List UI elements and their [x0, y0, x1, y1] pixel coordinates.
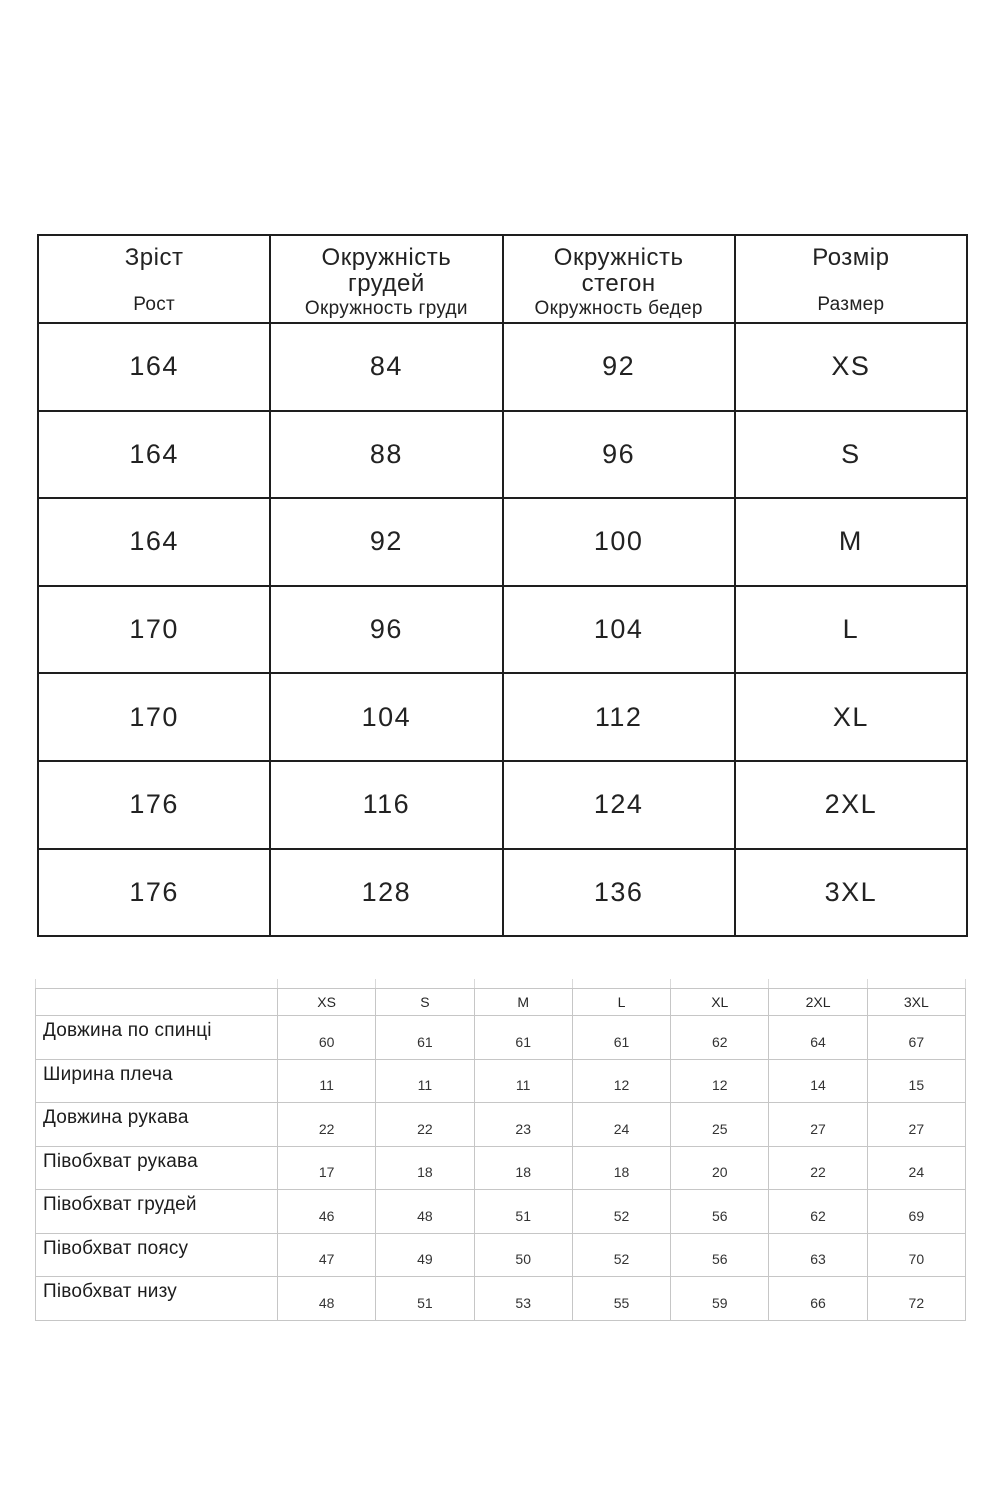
measurement-value: 27: [867, 1103, 965, 1147]
header-chest-wrap: [271, 237, 501, 321]
table-row: [38, 323, 967, 411]
measurement-value: 67: [867, 1016, 965, 1060]
measurement-value: 11: [278, 1059, 376, 1103]
size-column-header: XS: [278, 989, 376, 1016]
chest-cell: 96: [270, 586, 502, 674]
measurement-value: 12: [671, 1059, 769, 1103]
measurement-value: 18: [474, 1146, 572, 1190]
hips-cell: 104: [503, 586, 735, 674]
measurement-value: 25: [671, 1103, 769, 1147]
column-ticks: [35, 979, 966, 988]
measurement-value: 63: [769, 1233, 867, 1277]
header-size-wrap: [736, 237, 966, 321]
measurement-value: 72: [867, 1277, 965, 1321]
measurement-value: 50: [474, 1233, 572, 1277]
table-row: [38, 411, 967, 499]
header-hips-ru: Окружность бедер: [534, 297, 703, 319]
measurement-value: 22: [376, 1103, 474, 1147]
header-hips-wrap: [504, 237, 734, 321]
measurement-value: 69: [867, 1190, 965, 1234]
measurement-value: 64: [769, 1016, 867, 1060]
size-column-header: M: [474, 989, 572, 1016]
height-cell: 176: [38, 761, 270, 849]
measurement-value: 53: [474, 1277, 572, 1321]
measurement-value: 47: [278, 1233, 376, 1277]
measurement-value: 46: [278, 1190, 376, 1234]
size-column-header: 3XL: [867, 989, 965, 1016]
measurement-value: 55: [572, 1277, 670, 1321]
measurement-row: [36, 1146, 966, 1190]
height-cell: 170: [38, 586, 270, 674]
height-cell: 176: [38, 849, 270, 937]
chest-cell: 128: [270, 849, 502, 937]
header-chest-uk: Окружність грудей: [321, 244, 452, 298]
measurement-value: 62: [769, 1190, 867, 1234]
chest-cell: 104: [270, 673, 502, 761]
measurement-value: 48: [376, 1190, 474, 1234]
measurement-value: 24: [867, 1146, 965, 1190]
chest-cell: 84: [270, 323, 502, 411]
size-column-header: 2XL: [769, 989, 867, 1016]
tick: [868, 979, 966, 988]
measurement-value: 15: [867, 1059, 965, 1103]
header-height: [38, 235, 270, 323]
tick: [769, 979, 867, 988]
conversion-header-row: [38, 235, 967, 323]
height-cell: 164: [38, 323, 270, 411]
hips-cell: 136: [503, 849, 735, 937]
header-hips-uk: Окружність стегон: [553, 244, 684, 298]
size-cell: L: [735, 586, 967, 674]
measurement-row-label: Довжина по спинці: [36, 1016, 278, 1060]
header-height-wrap: [39, 237, 269, 321]
measurement-row: [36, 1233, 966, 1277]
measurement-value: 23: [474, 1103, 572, 1147]
measurement-value: 18: [572, 1146, 670, 1190]
chest-cell: 116: [270, 761, 502, 849]
header-size: [735, 235, 967, 323]
table-row: [38, 761, 967, 849]
measurement-row-label: Півобхват поясу: [36, 1233, 278, 1277]
measurement-value: 61: [572, 1016, 670, 1060]
measurement-row: [36, 1016, 966, 1060]
measurement-value: 56: [671, 1190, 769, 1234]
measurement-value: 56: [671, 1233, 769, 1277]
measurements-table: [35, 988, 966, 1321]
measurement-value: 27: [769, 1103, 867, 1147]
measurement-value: 24: [572, 1103, 670, 1147]
measurement-row-label: Півобхват низу: [36, 1277, 278, 1321]
measurement-value: 12: [572, 1059, 670, 1103]
size-cell: S: [735, 411, 967, 499]
size-cell: 2XL: [735, 761, 967, 849]
tick: [376, 979, 474, 988]
measurement-row: [36, 1059, 966, 1103]
measurement-value: 59: [671, 1277, 769, 1321]
header-hips: [503, 235, 735, 323]
measurement-value: 66: [769, 1277, 867, 1321]
measurement-value: 60: [278, 1016, 376, 1060]
measurement-value: 51: [376, 1277, 474, 1321]
header-size-uk: Розмір: [812, 244, 890, 271]
size-cell: 3XL: [735, 849, 967, 937]
measurement-value: 49: [376, 1233, 474, 1277]
measurement-value: 14: [769, 1059, 867, 1103]
size-column-header: L: [572, 989, 670, 1016]
measurement-row-label: Ширина плеча: [36, 1059, 278, 1103]
measurement-value: 20: [671, 1146, 769, 1190]
height-cell: 170: [38, 673, 270, 761]
measurement-value: 70: [867, 1233, 965, 1277]
measurements-header-row: [36, 989, 966, 1016]
header-chest-ru: Окружность груди: [304, 297, 468, 319]
measurement-value: 52: [572, 1233, 670, 1277]
measurement-value: 17: [278, 1146, 376, 1190]
header-chest: [270, 235, 502, 323]
header-height-uk: Зріст: [124, 244, 184, 271]
measurement-value: 61: [474, 1016, 572, 1060]
chest-cell: 88: [270, 411, 502, 499]
size-cell: M: [735, 498, 967, 586]
tick: [475, 979, 573, 988]
size-column-header: XL: [671, 989, 769, 1016]
hips-cell: 100: [503, 498, 735, 586]
measurement-row: [36, 1103, 966, 1147]
measurement-value: 48: [278, 1277, 376, 1321]
measurement-row: [36, 1190, 966, 1234]
hips-cell: 124: [503, 761, 735, 849]
tick: [278, 979, 376, 988]
table-row: [38, 498, 967, 586]
hips-cell: 96: [503, 411, 735, 499]
measurement-value: 52: [572, 1190, 670, 1234]
corner-cell: [36, 989, 278, 1016]
tick: [573, 979, 671, 988]
table-row: [38, 673, 967, 761]
size-cell: XL: [735, 673, 967, 761]
measurement-row-label: Довжина рукава: [36, 1103, 278, 1147]
header-height-ru: Рост: [133, 294, 176, 315]
measurement-value: 22: [769, 1146, 867, 1190]
measurement-value: 62: [671, 1016, 769, 1060]
measurement-value: 11: [376, 1059, 474, 1103]
tick: [36, 979, 278, 988]
tick: [671, 979, 769, 988]
table-row: [38, 849, 967, 937]
measurement-value: 11: [474, 1059, 572, 1103]
chest-cell: 92: [270, 498, 502, 586]
measurement-row: [36, 1277, 966, 1321]
table-row: [38, 586, 967, 674]
measurement-value: 22: [278, 1103, 376, 1147]
measurement-row-label: Півобхват рукава: [36, 1146, 278, 1190]
size-column-header: S: [376, 989, 474, 1016]
header-size-ru: Размер: [817, 294, 885, 315]
measurement-value: 18: [376, 1146, 474, 1190]
measurement-value: 51: [474, 1190, 572, 1234]
height-cell: 164: [38, 498, 270, 586]
hips-cell: 92: [503, 323, 735, 411]
height-cell: 164: [38, 411, 270, 499]
hips-cell: 112: [503, 673, 735, 761]
size-conversion-table: [37, 234, 968, 937]
measurement-row-label: Півобхват грудей: [36, 1190, 278, 1234]
measurement-value: 61: [376, 1016, 474, 1060]
size-cell: XS: [735, 323, 967, 411]
